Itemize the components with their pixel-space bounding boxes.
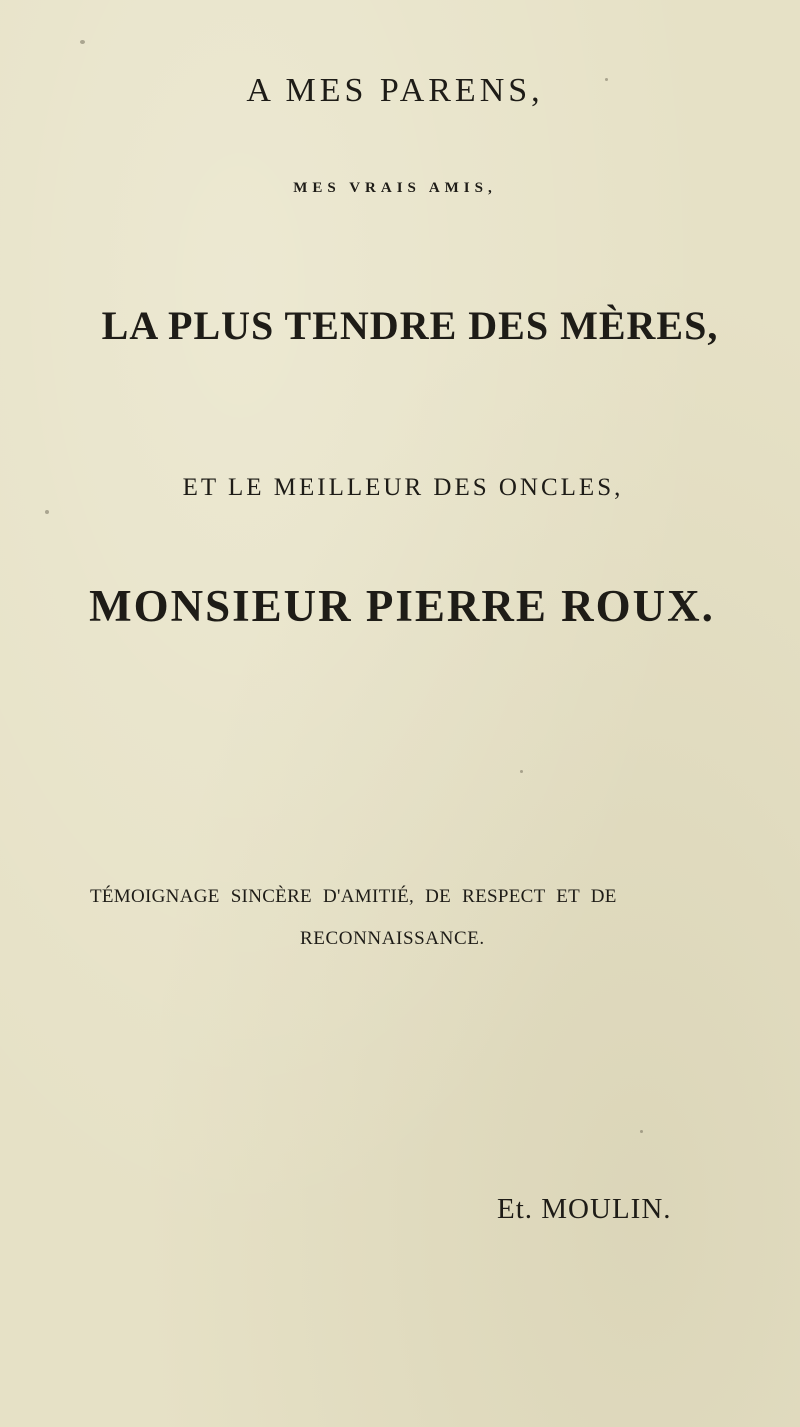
dedication-line-uncles: ET LE MEILLEUR DES ONCLES, [182, 474, 624, 501]
dedication-line-mother: LA PLUS TENDRE DES MÈRES, [101, 303, 719, 348]
ink-speck [640, 1130, 643, 1133]
ink-speck [520, 770, 523, 773]
ink-speck [45, 510, 49, 514]
tribute-text-line-2: RECONNAISSANCE. [300, 928, 485, 949]
dedication-line-monsieur: MONSIEUR PIERRE ROUX. [89, 581, 715, 631]
ink-speck [80, 40, 85, 44]
author-signature: Et. MOULIN. [497, 1193, 672, 1225]
dedication-line-friends: MES VRAIS AMIS, [293, 180, 497, 196]
dedication-line-parents: A MES PARENS, [246, 72, 544, 109]
tribute-text-line-1: TÉMOIGNAGE SINCÈRE D'AMITIÉ, DE RESPECT ET DE [90, 886, 617, 907]
